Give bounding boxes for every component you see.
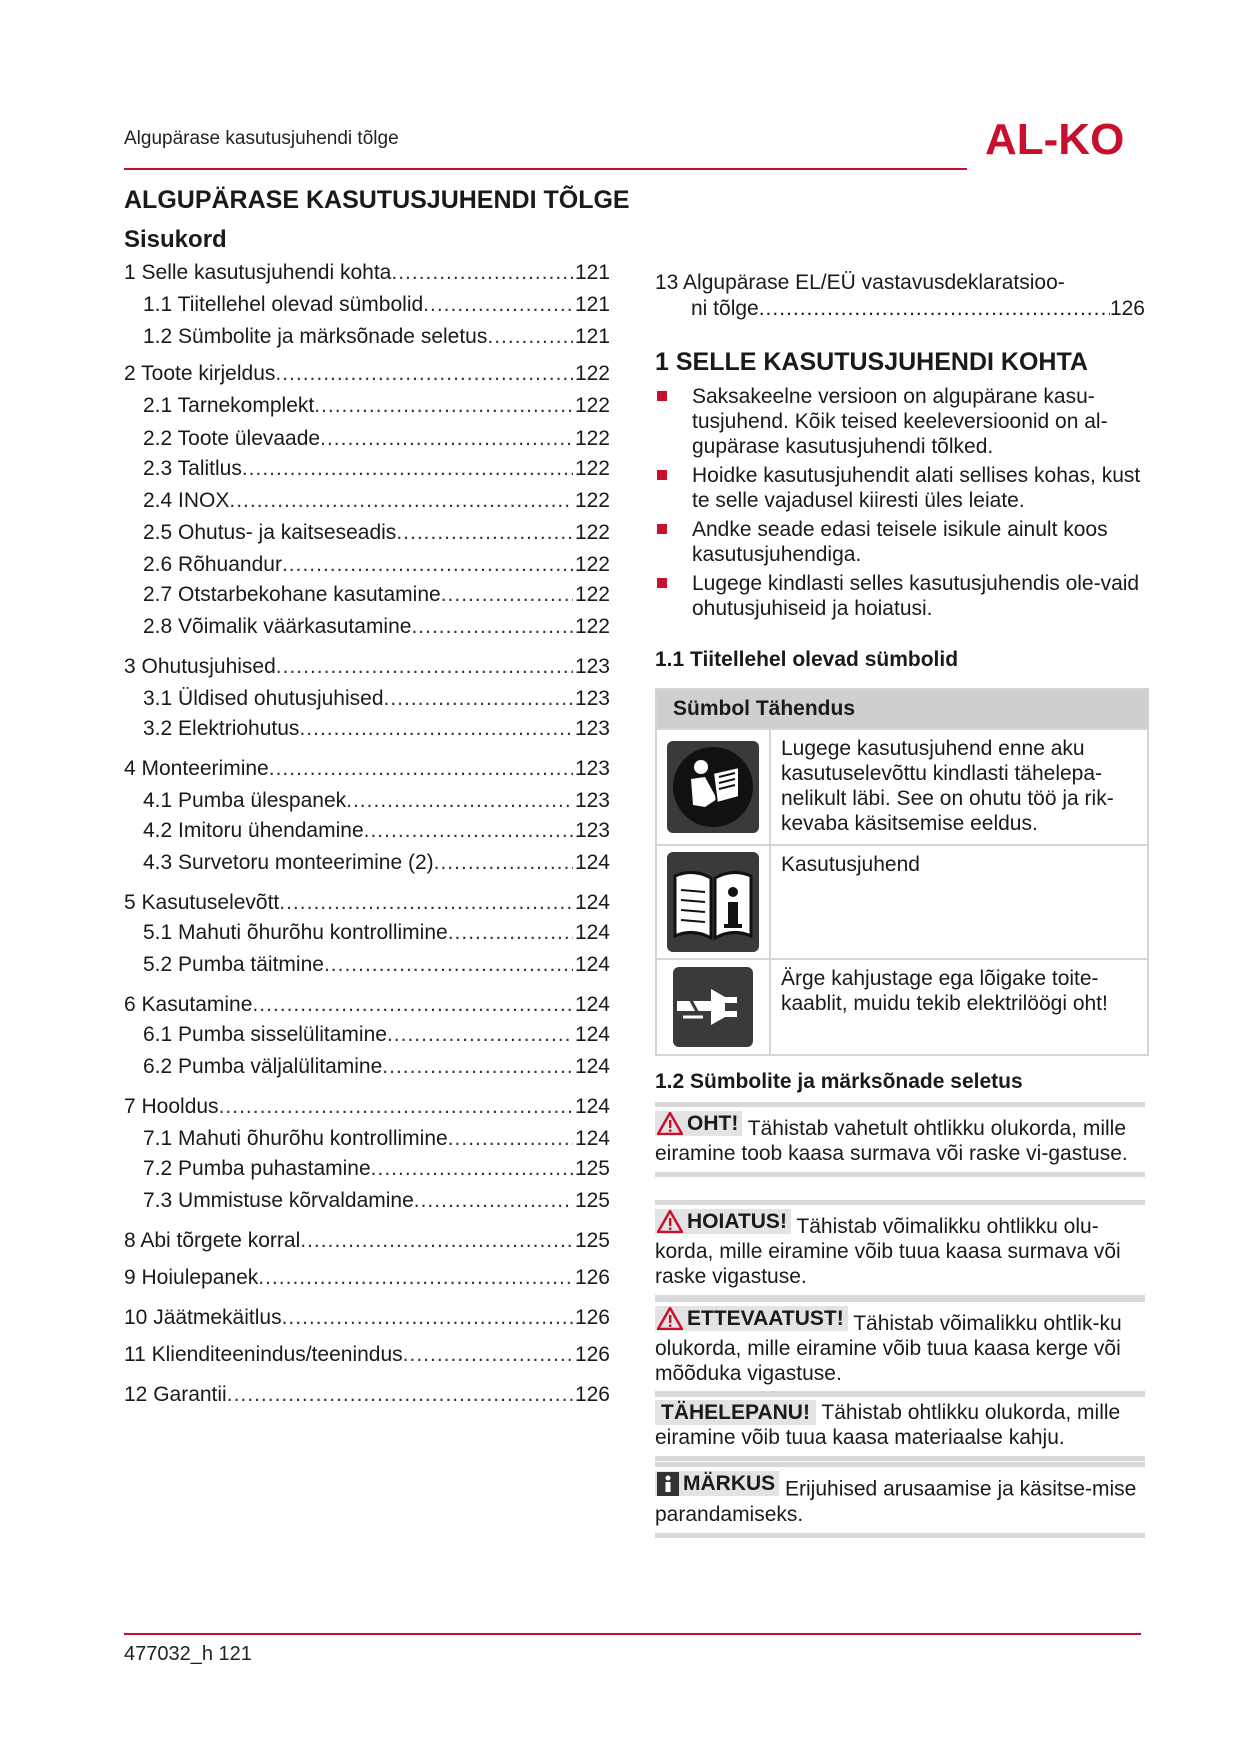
damaged-cable-icon — [673, 967, 753, 1047]
toc-entry[interactable]: 3.1 Üldised ohutusjuhised ..... 123 — [143, 686, 610, 712]
notice-label: HOIATUS! — [655, 1209, 791, 1234]
alko-logo — [985, 118, 1131, 160]
notice-attention — [655, 1391, 1145, 1461]
toc-entry[interactable]: 6.1 Pumba sisselülitamine ..... 124 — [143, 1022, 610, 1048]
toc-entry[interactable]: 2.1 Tarnekomplekt ..... 122 — [143, 393, 610, 419]
toc-entry-line1: 13 Algupärase EL/EÜ vastavusdeklaratsioo- — [655, 271, 1065, 294]
notice-warning — [655, 1200, 1145, 1300]
section-heading: 1 SELLE KASUTUSJUHENDI KOHTA — [655, 348, 1088, 376]
toc-entry[interactable]: 2.6 Rõhuandur ..... 122 — [143, 552, 610, 578]
notice-text: Erijuhised arusaamise ja käsitse-mise parandamiseks. — [655, 1477, 1137, 1526]
toc-entry[interactable]: 8 Abi tõrgete korral ..... 125 — [124, 1228, 610, 1254]
toc-entry[interactable]: 7 Hooldus ..... 124 — [124, 1094, 610, 1120]
notice-text: Tähistab ohtlikku olukorda, mille eiramine võib tuua kaasa materiaalse kahju. — [655, 1401, 1121, 1449]
subsection-heading: 1.1 Tiitellehel olevad sümbolid — [655, 648, 959, 671]
notice-label: MÄRKUS — [655, 1471, 779, 1496]
bullet-list — [655, 384, 1145, 625]
toc-entry[interactable]: 6.2 Pumba väljalülitamine ..... 124 — [143, 1054, 610, 1080]
toc-entry[interactable]: 7.2 Pumba puhastamine ..... 125 — [143, 1156, 610, 1182]
toc-entry[interactable]: 2.3 Talitlus ..... 122 — [143, 456, 610, 482]
table-row — [657, 844, 1147, 958]
toc-entry[interactable]: 5 Kasutuselevõtt ..... 124 — [124, 890, 610, 916]
toc-entry[interactable]: 9 Hoiulepanek ..... 126 — [124, 1265, 610, 1291]
list-item: Hoidke kasutusjuhendit alati sellises kohas, kust te selle vajadusel kiiresti üles leiate. — [655, 463, 1145, 513]
symbol-description: Kasutusjuhend — [781, 853, 920, 876]
toc-entry[interactable]: 1 Selle kasutusjuhendi kohta ..... 121 — [124, 260, 610, 286]
notice-text: Tähistab võimalikku ohtlikku olu-korda, mille eiramine võib tuua kaasa surmava või raske vigastuse. — [655, 1215, 1121, 1288]
toc-entry[interactable]: 12 Garantii ..... 126 — [124, 1382, 610, 1408]
toc-entry[interactable]: 2.5 Ohutus- ja kaitseseadis ..... 122 — [143, 520, 610, 546]
toc-entry[interactable] — [655, 270, 1145, 322]
read-manual-icon — [667, 741, 759, 833]
notice-text: Tähistab vahetult ohtlikku olukorda, mille eiramine toob kaasa surmava või raske vi-gastuse. — [655, 1117, 1128, 1165]
info-icon — [657, 1472, 679, 1496]
notice-note — [655, 1462, 1145, 1538]
notice-caution — [655, 1297, 1145, 1397]
red-square-bullet-icon — [657, 470, 667, 480]
warning-triangle-icon — [657, 1112, 683, 1135]
toc-entry[interactable]: 3.2 Elektriohutus ..... 123 — [143, 716, 610, 742]
toc-entry[interactable]: 7.1 Mahuti õhurõhu kontrollimine ..... 124 — [143, 1126, 610, 1152]
toc-entry[interactable]: 10 Jäätmekäitlus ..... 126 — [124, 1305, 610, 1331]
list-item: Andke seade edasi teisele isikule ainult koos kasutusjuhendiga. — [655, 517, 1145, 567]
toc-entry[interactable]: 4 Monteerimine ..... 123 — [124, 756, 610, 782]
subsection-heading: 1.2 Sümbolite ja märksõnade seletus — [655, 1070, 1023, 1093]
running-header: Algupärase kasutusjuhendi tõlge — [124, 128, 399, 149]
toc-entry[interactable]: 4.2 Imitoru ühendamine ..... 123 — [143, 818, 610, 844]
red-square-bullet-icon — [657, 578, 667, 588]
table-header: Sümbol Tähendus — [657, 690, 1147, 728]
table-row — [657, 958, 1147, 1054]
document-title: ALGUPÄRASE KASUTUSJUHENDI TÕLGE — [124, 186, 630, 214]
toc-entry[interactable]: 1.1 Tiitellehel olevad sümbolid ..... 121 — [143, 292, 610, 318]
toc-entry[interactable]: 4.3 Survetoru monteerimine (2) ..... 124 — [143, 850, 610, 876]
toc-entry-page: 126 — [1109, 297, 1145, 320]
toc-entry[interactable]: 3 Ohutusjuhised ..... 123 — [124, 654, 610, 680]
notice-text: Tähistab võimalikku ohtlik-ku olukorda, mille eiramine võib tuua kaasa kerge või mõõduka vigastuse. — [655, 1312, 1122, 1385]
toc-title: Sisukord — [124, 226, 227, 253]
manual-book-icon — [667, 852, 759, 952]
warning-triangle-icon — [657, 1210, 683, 1233]
notice-danger — [655, 1102, 1145, 1177]
symbol-description: Lugege kasutusjuhend enne aku kasutuselevõttu kindlasti tähelepa-nelikult läbi. See on ohutu töö ja rik-kevaba käsitsemise eeldus. — [781, 737, 1114, 835]
toc-entry[interactable]: 2.7 Otstarbekohane kasutamine ..... 122 — [143, 582, 610, 608]
toc-entry-line2: ni tõlge — [691, 297, 759, 320]
red-square-bullet-icon — [657, 391, 667, 401]
toc-entry[interactable]: 2.2 Toote ülevaade ..... 122 — [143, 426, 610, 452]
list-item: Lugege kindlasti selles kasutusjuhendis ole-vaid ohutusjuhiseid ja hoiatusi. — [655, 571, 1145, 621]
warning-triangle-icon — [657, 1307, 683, 1330]
toc-entry[interactable]: 11 Klienditeenindus/teenindus ..... 126 — [124, 1342, 610, 1368]
footer-rule — [124, 1633, 1141, 1635]
red-square-bullet-icon — [657, 524, 667, 534]
table-row — [657, 728, 1147, 844]
symbol-table — [655, 688, 1149, 1056]
toc-entry[interactable]: 5.2 Pumba täitmine ..... 124 — [143, 952, 610, 978]
toc-entry[interactable]: 2.4 INOX ..... 122 — [143, 488, 610, 514]
toc-entry[interactable]: 6 Kasutamine ..... 124 — [124, 992, 610, 1018]
toc-entry[interactable]: 2.8 Võimalik väärkasutamine ..... 122 — [143, 614, 610, 640]
toc-entry[interactable]: 2 Toote kirjeldus ..... 122 — [124, 361, 610, 387]
list-item: Saksakeelne versioon on algupärane kasu-tusjuhend. Kõik teised keeleversioonid on al-gupärase kasutusjuhendi tõlked. — [655, 384, 1145, 459]
notice-label: ETTEVAATUST! — [655, 1306, 848, 1331]
page-footer: 477032_h 121 — [124, 1643, 252, 1665]
toc-entry[interactable]: 1.2 Sümbolite ja märksõnade seletus ..... 121 — [143, 324, 610, 350]
toc-entry[interactable]: 7.3 Ummistuse kõrvaldamine ..... 125 — [143, 1188, 610, 1214]
symbol-description: Ärge kahjustage ega lõigake toite-kaablit, muidu tekib elektrilöögi oht! — [781, 967, 1108, 1015]
header-rule — [124, 168, 967, 170]
alko-logo-text: AL-KO — [985, 118, 1125, 160]
notice-label: TÄHELEPANU! — [655, 1400, 816, 1425]
notice-label: OHT! — [655, 1111, 742, 1136]
toc-entry[interactable]: 5.1 Mahuti õhurõhu kontrollimine ..... 124 — [143, 920, 610, 946]
toc-entry[interactable]: 4.1 Pumba ülespanek ..... 123 — [143, 788, 610, 814]
